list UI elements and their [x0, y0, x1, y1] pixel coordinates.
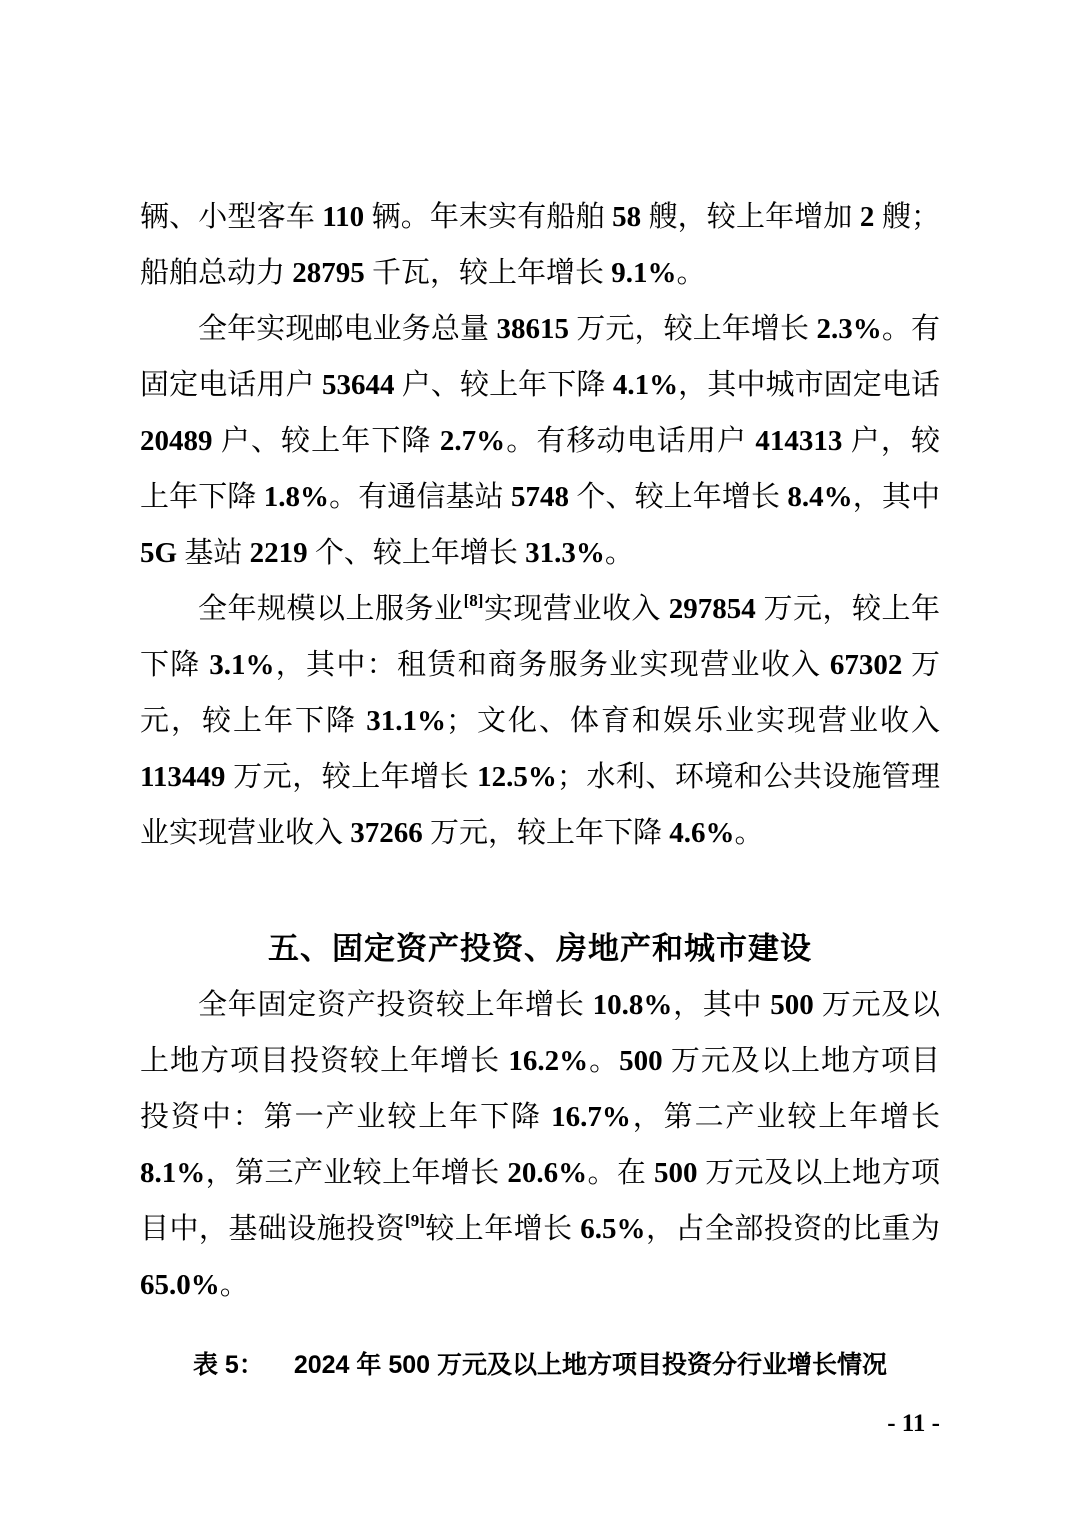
text-segment: 较上年增长 — [424, 1213, 581, 1245]
text-segment: 37266 — [350, 817, 423, 849]
footnote-marker: [9] — [405, 1211, 425, 1230]
table-caption-label: 表 5： — [192, 1351, 264, 1379]
text-segment: 28795 — [292, 257, 365, 289]
text-segment: 万元，较上年增长 — [225, 761, 478, 793]
text-segment: 8.1% — [140, 1157, 206, 1189]
text-segment: 12.5% — [477, 761, 557, 793]
text-segment: ，其中 — [852, 481, 940, 513]
text-segment: 。 — [588, 1045, 620, 1077]
text-segment: 297854 — [668, 593, 756, 625]
text-segment: 31.1% — [366, 705, 446, 737]
text-segment: 53644 — [321, 369, 395, 401]
text-segment: ；水利、环境和公共设施管理业实现营业收入 — [140, 761, 940, 849]
text-segment: ，其中 — [672, 989, 771, 1021]
text-segment: 。在 — [587, 1157, 654, 1189]
text-segment: 58 — [612, 201, 642, 233]
paragraph-fixed-asset-investment — [140, 977, 940, 1313]
text-segment: 艘；船舶总动力 — [140, 201, 940, 289]
text-segment: 。 — [676, 257, 706, 289]
text-segment: ；文化、体育和娱乐业实现营业收入 — [446, 705, 940, 737]
text-segment: 500 — [770, 989, 814, 1021]
text-segment: 万元，较上年下降 — [140, 593, 940, 681]
text-segment: 16.2% — [508, 1045, 589, 1077]
text-segment: 2.7% — [439, 425, 506, 457]
text-segment: 万元及以上地方项目投资较上年增长 — [140, 989, 940, 1077]
text-segment: 全年规模以上服务业 — [198, 593, 464, 625]
text-segment: 6.5% — [580, 1213, 646, 1245]
section-heading: 五、固定资产投资、房地产和城市建设 — [268, 931, 812, 966]
text-segment: 千瓦，较上年增长 — [364, 257, 612, 289]
text-segment: 31.3% — [525, 537, 605, 569]
text-segment: 500 — [653, 1157, 698, 1189]
paragraph-post-telecom — [140, 301, 940, 581]
text-segment: 16.7% — [551, 1101, 631, 1133]
text-segment: 。 — [734, 817, 764, 849]
text-segment: 10.8% — [592, 989, 673, 1021]
text-segment: ，占全部投资的比重为 — [645, 1213, 940, 1245]
text-segment: 实现营业收入 — [483, 593, 669, 625]
text-segment: 。 — [604, 537, 634, 569]
text-segment: 户，较上年下降 — [140, 425, 940, 513]
text-segment: 4.6% — [669, 817, 735, 849]
text-segment: 。有固定电话用户 — [140, 313, 940, 401]
text-segment: 万元，较上年增长 — [568, 313, 817, 345]
text-segment: 个、较上年增长 — [569, 481, 788, 513]
text-segment: 110 — [322, 201, 365, 233]
text-segment: 113449 — [140, 761, 226, 793]
text-segment: 8.4% — [787, 481, 853, 513]
footnote-marker: [8] — [463, 591, 484, 610]
text-segment: 全年实现邮电业务总量 — [198, 313, 497, 345]
table-caption-title: 2024 年 500 万元及以上地方项目投资分行业增长情况 — [293, 1351, 888, 1379]
text-segment: 。有通信基站 — [329, 481, 512, 513]
text-segment: ，其中城市固定电话 — [678, 369, 940, 401]
text-segment: 万元及以上地方项目中，基础设施投资 — [140, 1157, 940, 1245]
text-segment: 67302 — [829, 649, 903, 681]
paragraph-vehicles-ships — [140, 189, 940, 301]
text-segment: 65.0% — [140, 1269, 220, 1301]
text-segment: 。有移动电话用户 — [505, 425, 756, 457]
text-segment: 2.3% — [816, 313, 882, 345]
text-segment: 辆、小型客车 — [140, 201, 323, 233]
text-segment: ，其中：租赁和商务服务业实现营业收入 — [274, 649, 830, 681]
text-segment: 20489 — [140, 425, 213, 457]
text-segment: 万元及以上地方项目投资中：第一产业较上年下降 — [140, 1045, 940, 1133]
text-segment: 万元，较上年下降 — [140, 649, 940, 737]
text-segment: 4.1% — [612, 369, 679, 401]
text-segment: 基站 — [177, 537, 250, 569]
text-segment: 全年固定资产投资较上年增长 — [198, 989, 593, 1021]
text-segment: 2 — [859, 201, 875, 233]
text-segment: 5G — [140, 537, 178, 569]
text-segment: 个、较上年增长 — [307, 537, 526, 569]
text-segment: 万元，较上年下降 — [422, 817, 670, 849]
text-segment: 2219 — [249, 537, 308, 569]
table-caption — [140, 1345, 940, 1385]
document-body — [140, 189, 940, 1385]
text-segment: 户、较上年下降 — [212, 425, 440, 457]
text-segment: 500 — [619, 1045, 663, 1077]
text-segment: 38615 — [496, 313, 569, 345]
text-segment: ，第二产业较上年增长 — [630, 1101, 940, 1133]
text-segment: 辆。年末实有船舶 — [364, 201, 613, 233]
text-segment: 。 — [219, 1269, 249, 1301]
text-segment: 414313 — [755, 425, 843, 457]
text-segment: ，第三产业较上年增长 — [205, 1157, 508, 1189]
text-segment: 20.6% — [507, 1157, 588, 1189]
text-segment: 3.1% — [209, 649, 275, 681]
paragraph-services-revenue — [140, 581, 940, 861]
page-number: - 11 - — [887, 1410, 940, 1437]
text-segment: 9.1% — [611, 257, 677, 289]
text-segment: 1.8% — [263, 481, 329, 513]
text-segment: 艘，较上年增加 — [641, 201, 860, 233]
text-segment: 5748 — [511, 481, 570, 513]
text-segment: 户、较上年下降 — [394, 369, 613, 401]
